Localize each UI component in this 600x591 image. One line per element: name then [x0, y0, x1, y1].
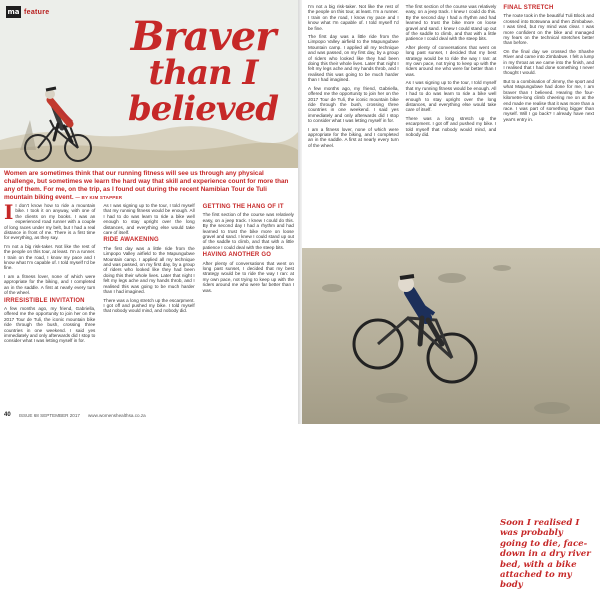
drop-cap: I: [4, 200, 14, 224]
right-column-3: [503, 4, 594, 250]
body-paragraph: There was a long stretch up the escarpment. I got off and pushed my bike. I told myself that nobody would mind, and nobody did.: [405, 115, 497, 137]
body-paragraph: As I was signing up to the tour, I told myself that my running fitness would be enough. All I had to do was learn to ride a bike well enough to stay upright over the long distances, and everything else would take care of itself.: [103, 203, 195, 236]
section-heading: FINAL STRETCH: [503, 5, 554, 11]
body-paragraph: The first day was a little ride from the Limpopo Valley airfield to the Mapungubwe Mountain camp. I applied all my technique and was passed, on my first day, by a group of riders who looked like they had been doing this their whole lives. Later that night I felt my legs ache and my hands throb, and I realised this was going to be much harder than I had imagined.: [103, 245, 195, 295]
title-line-1: Braver: [130, 13, 276, 60]
standfirst-text: Women are sometimes think that our running fitness will see us through any physical challenge, but sometimes we learn the hard way that skill and experience count for more than any of them. For me, on the trip, as I found out during the recent Namibian Tour de Tuli mountain biking event.: [4, 170, 289, 201]
right-columns: [308, 4, 594, 250]
body-paragraph: I am a fitness lover, none of which were appropriate for the biking, and I completed an in the saddle. A first at nearly every turn of the wheel.: [308, 126, 399, 148]
magazine-logo: ma: [7, 8, 20, 16]
body-paragraph: After plenty of conversations that went on long past sunset, I decided that my best strategy would be to ride the way I ran: at my own pace, not trying to keep up with the riders around me who were far better than I was.: [405, 44, 497, 77]
left-column-3: [203, 203, 294, 409]
rider-photo: [302, 248, 600, 591]
photo-illustration: [302, 248, 600, 424]
body-paragraph: As I was signing up to the tour, I told myself that my running fitness would be enough. All I had to do was learn to ride a bike well enough to stay upright over the long distances, and everything else would take care of itself.: [405, 80, 497, 113]
left-column-2: [103, 203, 194, 409]
body-paragraph: But to a combination of Jimmy, the sport and what Mapungubwe had done for me, I am braver than I believed. Hearing the four-kilometre-long climb cheering me on at the end made me realise that it was more than a race. I was part of something bigger than myself. Will I go back? I already have next year's entry in.: [503, 78, 595, 122]
section-label: feature: [24, 8, 50, 16]
hero-image: [0, 0, 298, 168]
section-heading: RIDE AWAKENING: [103, 237, 159, 244]
body-paragraph: The first section of the course was relatively easy, on a jeep track. I knew I could do this. By the second day I had a rhythm and had learned to trust the bike more on loose gravel and sand. I knew I could stand up out of the saddle to climb, and that with a little patience I could deal with the steep bits.: [405, 4, 497, 42]
body-paragraph: On the final day we crossed the Shashe River and came into Zimbabwe. I felt a lump in my throat as we came into the finish, and I realised that I had done something I never thought I would.: [503, 48, 595, 76]
body-paragraph: The route took in the beautiful Tuli Block and crossed into Botswana and then Zimbabwe. I was tired, but my mind was clear. I was more confident on the bike and managed my fears on the technical stretches better than before.: [503, 13, 595, 46]
section-heading: HAVING ANOTHER GO: [202, 252, 272, 259]
body-paragraph: A few months ago, my friend, Gabriella, offered me the opportunity to join her on the 2017 Tour de Tuli, the iconic mountain bike ride through the bush, crossing three countries in one weekend. I said yes immediately and only afterwards did I stop to consider what I was letting myself in for.: [308, 85, 399, 124]
standfirst: [4, 170, 294, 202]
body-paragraph: The first day was a little ride from the Limpopo Valley airfield to the Mapungubwe Mountain camp. I applied all my technique and was passed, on my first day, by a group of riders who looked like they had been doing this their whole lives. Later that night I felt my legs ache and my hands throb, and I realised this was going to be much harder than I had imagined.: [308, 34, 399, 83]
body-paragraph: The first section of the course was relatively easy, on a jeep track. I knew I could do this. By the second day I had a rhythm and had learned to trust the bike more on loose gravel and sand. I knew I could stand up out of the saddle to climb, and that with a little patience I could deal with the steep bits.: [202, 212, 294, 250]
body-paragraph: There was a long stretch up the escarpment. I got off and pushed my bike. I told myself that nobody would mind, and nobody did.: [103, 297, 195, 314]
page-number: 40: [4, 412, 11, 418]
left-columns: [4, 200, 294, 409]
right-page: [302, 0, 600, 591]
title-line-2: than I: [148, 53, 258, 93]
body-paragraph: I I don't know how to ride a mountain bike. I took it on anyway, with one of the clients on my books. I was an experienced road runner with a couple of long races under my belt, but I had a real distance in front of me. There is a first time for everything, as they say.: [4, 200, 96, 241]
photo-caption: Soon I realised I was probably going to die, face-down in a dry river bed, with a bike attached to my body: [500, 518, 591, 591]
right-column-1: [308, 4, 399, 250]
body-paragraph: I am a fitness lover, none of which were appropriate for the biking, and I completed an in the saddle. A first at nearly every turn of the wheel.: [4, 273, 96, 296]
title-line-3: believed: [127, 89, 279, 129]
page-footer: [4, 412, 294, 418]
left-page: [0, 0, 298, 424]
article-title: [108, 13, 298, 129]
body-paragraph: I'm not a big risk-taker. Not like the rest of the people on this tour, at least. I'm a runner. I train on the road, I know my pace and I know what I'm capable of. I told myself I'd be fine.: [308, 4, 399, 31]
section-heading: GETTING THE HANG OF IT: [202, 204, 284, 210]
issue-label: ISSUE 68 SEPTEMBER 2017: [18, 412, 80, 418]
right-column-2: [406, 4, 497, 250]
body-paragraph: I'm not a big risk-taker. Not like the rest of the people on this tour, at least. I'm a runner. I train on the road, I know my pace and I know what I'm capable of. I told myself I'd be fine.: [4, 243, 96, 271]
byline: — BY KIM STAPPER: [75, 195, 123, 200]
website-url[interactable]: www.womenshealthsa.co.za: [87, 412, 146, 418]
section-heading: IRRESISTIBLE INVITATION: [4, 297, 85, 304]
body-paragraph: A few months ago, my friend, Gabriella, offered me the opportunity to join her on the 2017 Tour de Tuli, the iconic mountain bike ride through the bush, crossing three countries in one weekend. I said yes immediately and only afterwards did I stop to consider what I was letting myself in for.: [4, 305, 96, 344]
body-paragraph: After plenty of conversations that went on long past sunset, I decided that my best strategy would be to ride the way I ran: at my own pace, not trying to keep up with the riders around me who were far better than I was.: [202, 260, 294, 293]
section-logo: [6, 6, 49, 18]
left-column-1: [4, 200, 96, 409]
